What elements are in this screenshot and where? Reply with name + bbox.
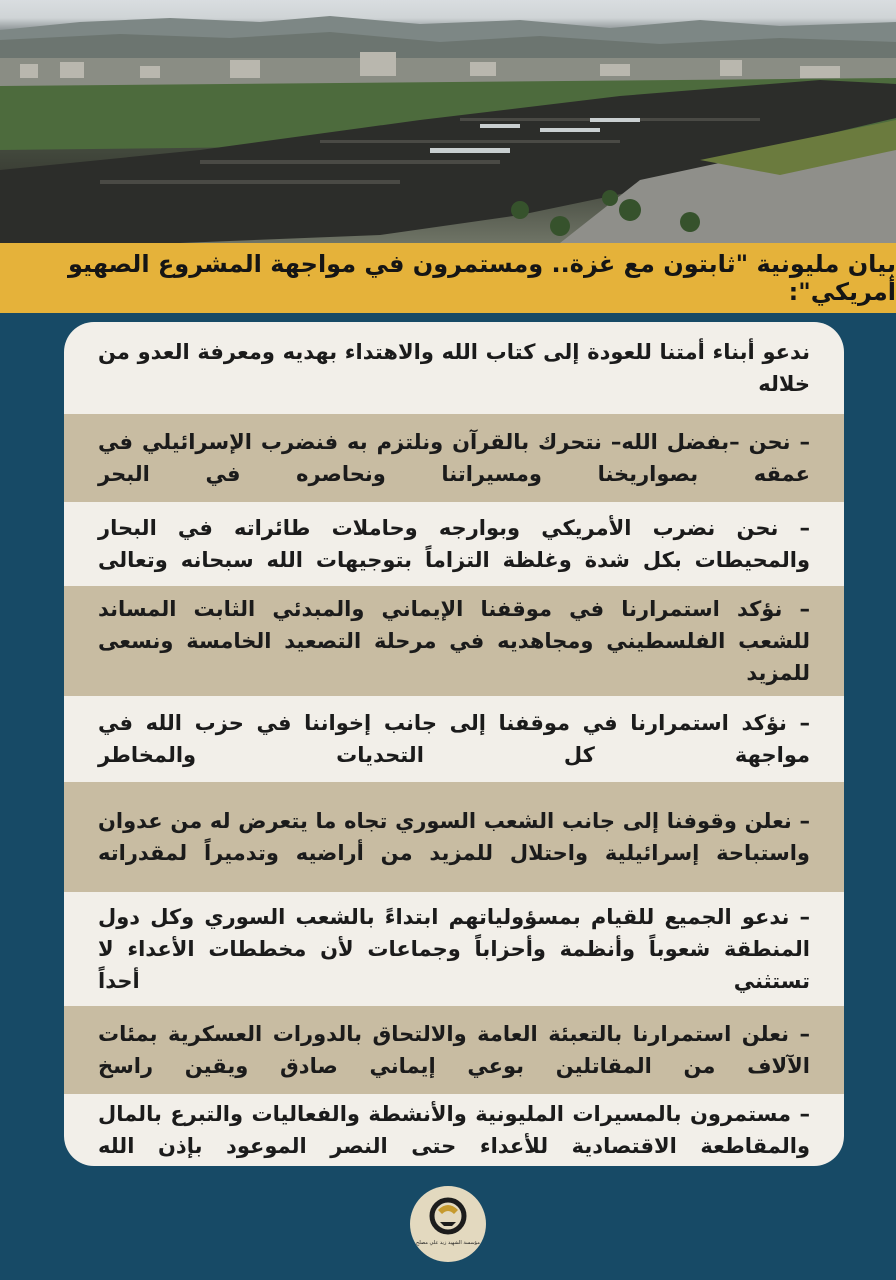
statement-title-bar	[0, 243, 896, 313]
statement-item-8	[64, 1006, 844, 1094]
statement-item-4	[64, 586, 844, 696]
statement-item-5	[64, 696, 844, 782]
statements-panel	[64, 322, 844, 1166]
crowd-photo	[0, 0, 896, 243]
statement-item-7	[64, 892, 844, 1006]
statement-text: – ندعو الجميع للقيام بمسؤولياتهم ابتداءً بالشعب السوري وكل دول المنطقة شعوباً وأنظمة وأحزاباً وجماعات لأن مخططات الأعداء لا تستثني أحداً	[98, 905, 810, 993]
statement-text: – نعلن استمرارنا بالتعبئة العامة والالتحاق بالدورات العسكرية بمئات الآلاف من المقاتلين بوعي إيماني صادق ويقين راسخ	[98, 1022, 810, 1078]
statement-item-1	[64, 322, 844, 414]
statement-text: – نحن نضرب الأمريكي وبوارجه وحاملات طائراته في البحار والمحيطات بكل شدة وغلظة التزاماً بتوجيهات الله سبحانه وتعالى	[98, 516, 810, 572]
statement-text: ندعو أبناء أمتنا للعودة إلى كتاب الله والاهتداء بهديه ومعرفة العدو من خلاله	[98, 340, 810, 396]
statement-item-3	[64, 502, 844, 586]
statement-title: بيان مليونية "ثابتون مع غزة.. ومستمرون في مواجهة المشروع الصهيو أمريكي":	[67, 250, 896, 306]
foundation-logo	[410, 1186, 486, 1262]
statement-text: – نؤكد استمرارنا في موقفنا الإيماني والمبدئي الثابت المساند للشعب الفلسطيني ومجاهديه في مرحلة التصعيد الخامسة ونسعى للمزيد	[98, 597, 810, 685]
statement-text: – نعلن وقوفنا إلى جانب الشعب السوري تجاه ما يتعرض له من عدوان واستباحة إسرائيلية واحتلال للمزيد من أراضيه وتدميراً لمقدراته	[98, 809, 810, 865]
emblem-icon	[428, 1196, 468, 1236]
crowd-photo-illustration	[0, 0, 896, 243]
statement-item-2	[64, 414, 844, 502]
statement-item-6	[64, 782, 844, 892]
statement-text: – نحن –بفضل الله– نتحرك بالقرآن ونلتزم به فنضرب الإسرائيلي في عمقه بصواريخنا ومسيراتنا ونحاصره في البحر	[98, 430, 810, 486]
statement-item-9	[64, 1094, 844, 1166]
statement-text: – نؤكد استمرارنا في موقفنا إلى جانب إخواننا في حزب الله في مواجهة كل التحديات والمخاطر	[98, 711, 810, 767]
logo-caption: مؤسسة الشهيد زيد علي مصلح	[416, 1240, 480, 1246]
statement-text: – مستمرون بالمسيرات المليونية والأنشطة والفعاليات والتبرع بالمال والمقاطعة الاقتصادية للأعداء حتى النصر الموعود بإذن الله	[98, 1102, 810, 1158]
